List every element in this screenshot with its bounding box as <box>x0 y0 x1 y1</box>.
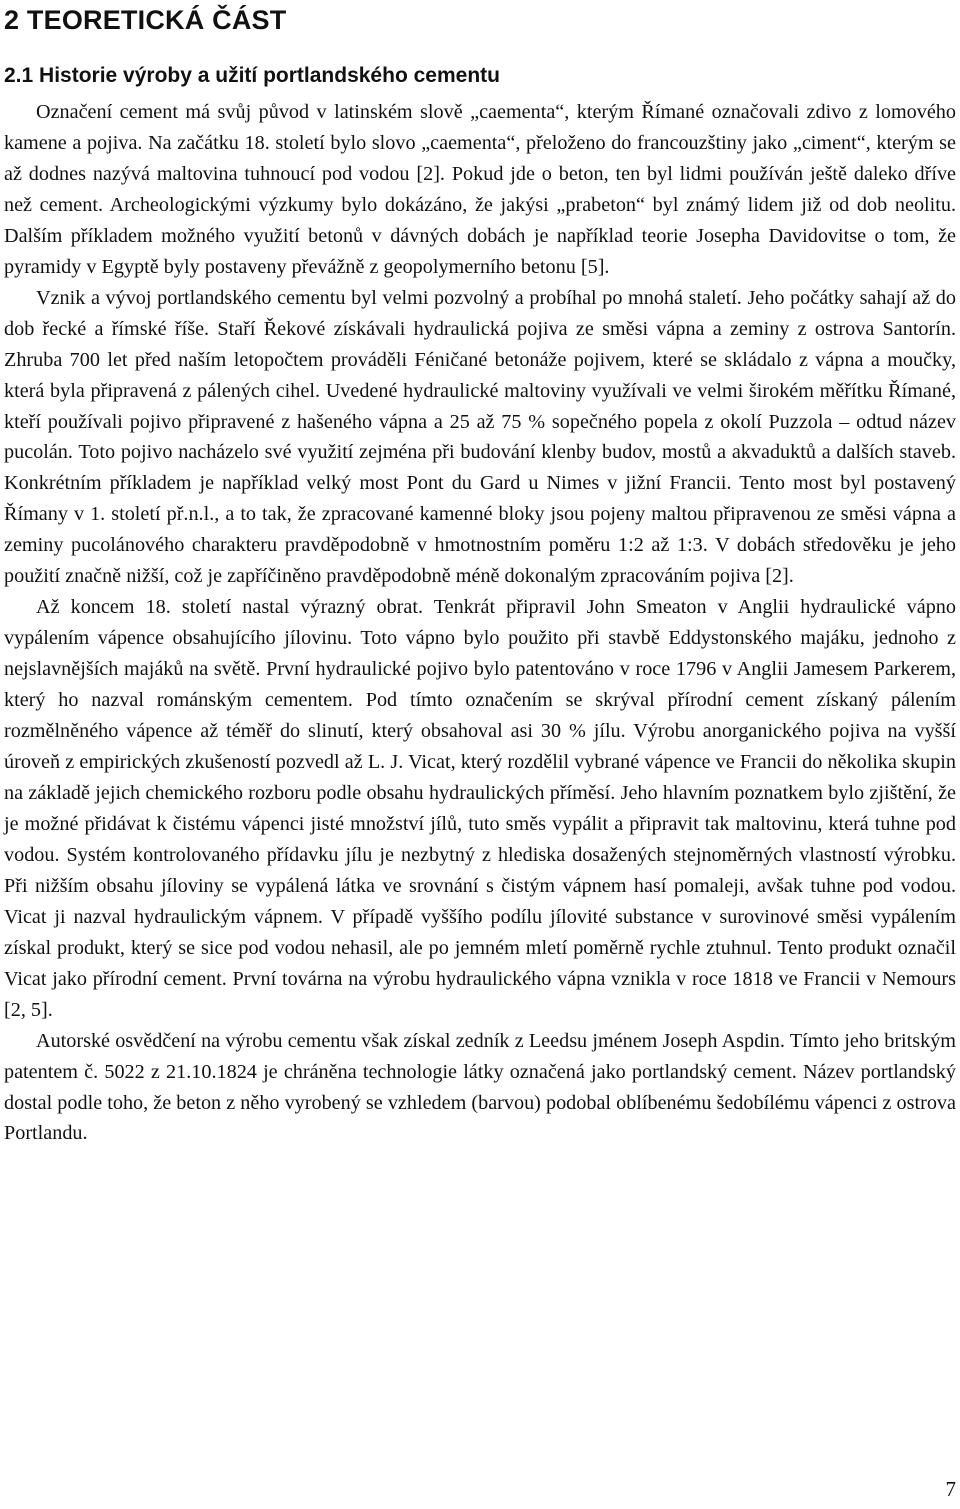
paragraph: Autorské osvědčení na výrobu cementu však získal zedník z Leedsu jménem Joseph Aspdin. Tímto jeho britským patentem č. 5022 z 21.10.1824 je chráněna technologie látky označená jako portlandský cement. Název portlandský dostal podle toho, že beton z něho vyrobený se vzhledem (barvou) podobal oblíbenému šedobílému vápenci z ostrova Portlandu. <box>4 1029 956 1145</box>
body-text <box>4 97 956 1149</box>
page-number: 7 <box>945 1477 956 1501</box>
paragraph: Vznik a vývoj portlandského cementu byl velmi pozvolný a probíhal po mnohá staletí. Jeho počátky sahají až do dob řecké a římské říše. Staří Řekové získávali hydraulická pojiva ze směsi vápna a zeminy z ostrova Santorín. Zhruba 700 let před naším letopočtem prováděli Féničané betonáže pojivem, které se skládalo z vápna a moučky, která byla připravená z pálených cihel. Uvedené hydraulické maltoviny využívali ve velmi širokém měřítku Římané, kteří používali pojivo připravené z hašeného vápna a 25 až 75 % sopečného popela z okolí Puzzola – odtud název pucolán. Toto pojivo nacházelo své využití zejména při budování klenby budov, mostů a akvaduktů a dalších staveb. Konkrétním příkladem je například velký most Pont du Gard u Nimes v jižní Francii. Tento most byl postavený Římany v 1. století př.n.l., a to tak, že zpracované kamenné bloky jsou pojeny maltou připravenou ze směsi vápna a zeminy pucolánového charakteru pravděpodobně v hmotnostním poměru 1:2 až 1:3. V dobách středověku je jeho použití značně nižší, což je zapříčiněno pravděpodobně méně dokonalým zpracováním pojiva [2]. <box>4 286 956 588</box>
paragraph: Až koncem 18. století nastal výrazný obrat. Tenkrát připravil John Smeaton v Anglii hydraulické vápno vypálením vápence obsahujícího jílovinu. Toto vápno bylo použito při stavbě Eddystonského majáku, jednoho z nejslavnějších majáků na světě. První hydraulické pojivo bylo patentováno v roce 1796 v Anglii Jamesem Parkerem, který ho nazval románským cementem. Pod tímto označením se skrýval přírodní cement získaný pálením rozmělněného vápence až téměř do slinutí, který obsahoval asi 30 % jílu. Výrobu anorganického pojiva na vyšší úroveň z empirických zkušeností pozvedl až L. J. Vicat, který rozdělil vybrané vápence ve Francii do několika skupin na základě jejich chemického rozboru podle obsahu hydraulických příměsí. Jeho hlavním poznatkem bylo zjištění, že je možné přidávat k čistému vápenci jisté množství jílů, tuto směs vypálit a připravit tak maltovinu, která tuhne pod vodou. Systém kontrolovaného přídavku jílu je nezbytný z hlediska dosažených stejnoměrných vlastností výrobku. Při nižším obsahu jíloviny se vypálená látka ve srovnání s čistým vápnem hasí pomaleji, avšak tuhne pod vodou. Vicat ji nazval hydraulickým vápnem. V případě vyššího podílu jílovité substance v surovinové směsi vypálením získal produkt, který se sice pod vodou nehasil, ale po jemném mletí poměrně rychle ztuhnul. Tento produkt označil Vicat jako přírodní cement. První továrna na výrobu hydraulického vápna vznikla v roce 1818 ve Francii v Nemours [2, 5]. <box>4 596 956 1021</box>
paragraph: Označení cement má svůj původ v latinském slově „caementa“, kterým Římané označovali zdivo z lomového kamene a pojiva. Na začátku 18. století bylo slovo „caementa“, přeloženo do francouzštiny jako „ciment“, kterým se až dodnes nazývá maltovina tuhnoucí pod vodou [2]. Pokud jde o beton, ten byl lidmi používán ještě daleko dříve než cement. Archeologickými výzkumy bylo dokázáno, že jakýsi „prabeton“ byl známý lidem již od dob neolitu. Dalším příkladem možného využití betonů v dávných dobách je například teorie Josepha Davidovitse o tom, že pyramidy v Egyptě byly postaveny převážně z geopolymerního betonu [5]. <box>4 101 956 278</box>
section-title: 2.1 Historie výroby a užití portlandského cementu <box>4 64 500 87</box>
chapter-title: 2 TEORETICKÁ ČÁST <box>4 5 287 35</box>
